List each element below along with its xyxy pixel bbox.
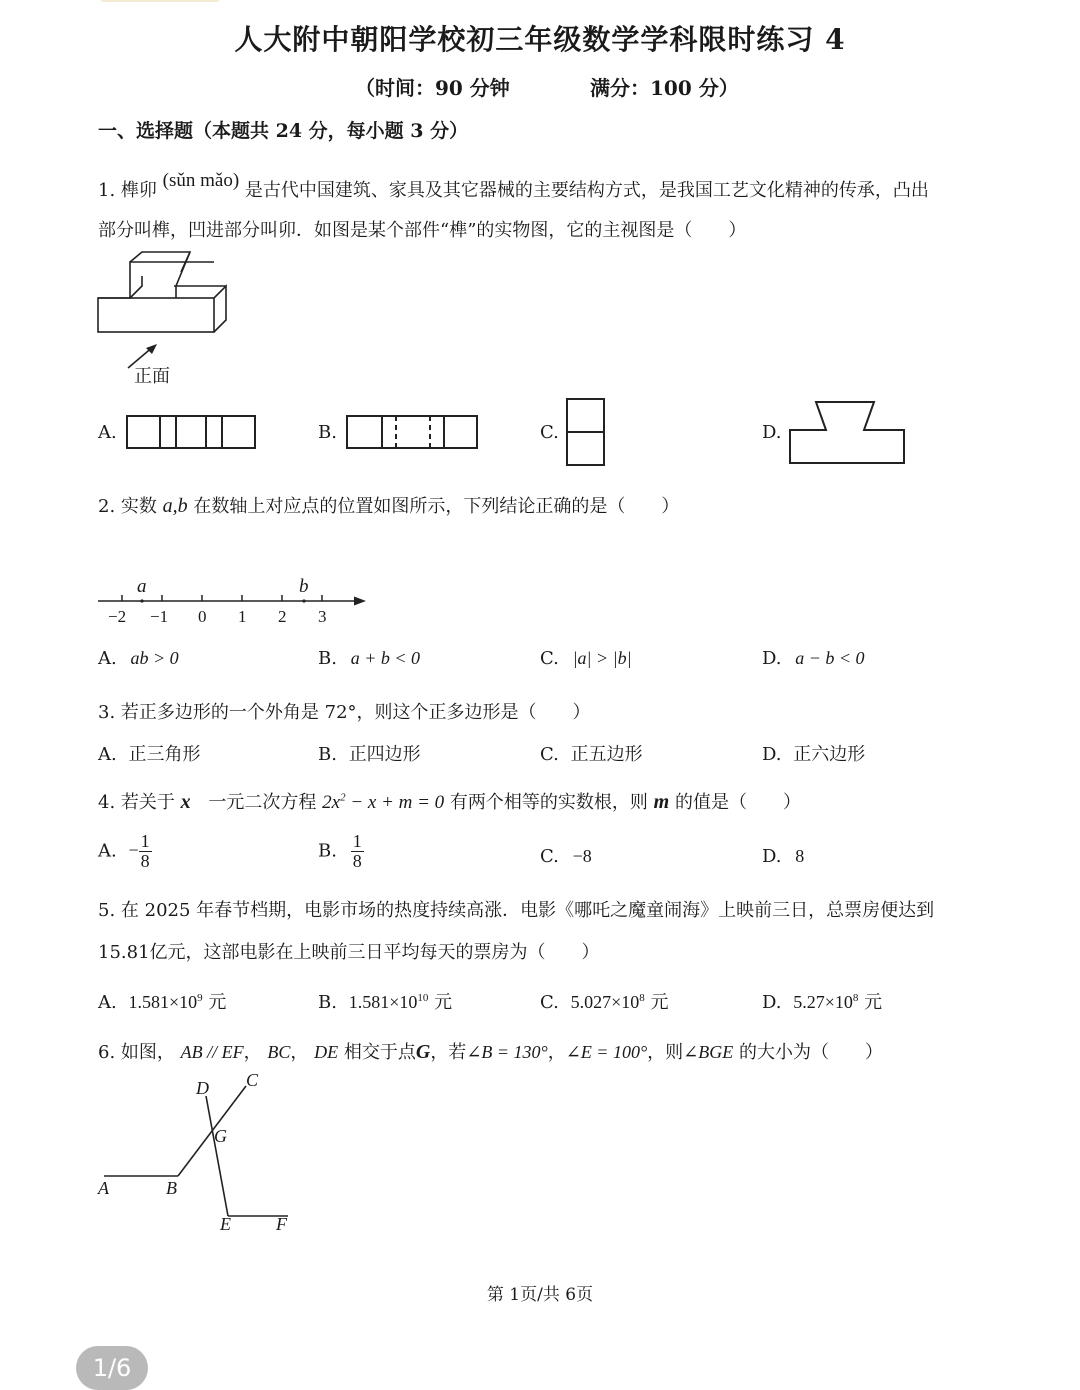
equation-rest: − x + m = 0: [345, 792, 445, 813]
q6-number: 6.: [98, 1042, 116, 1063]
q6-expr-4: ∠B = 130°: [466, 1042, 548, 1062]
q6-expr-6: ∠BGE: [683, 1042, 734, 1062]
denominator: 8: [140, 850, 150, 871]
option-sign: −: [128, 840, 139, 861]
option-unit: 元: [644, 992, 669, 1013]
option-mantissa: 5.27×10: [793, 992, 853, 1012]
q5-option-c: [540, 988, 668, 1014]
point-label-b: B: [166, 1178, 177, 1198]
option-text: 正六边形: [793, 744, 866, 765]
tick-label: −2: [108, 607, 127, 626]
q1-word: 榫卯: [120, 180, 157, 201]
option-text: 正五边形: [570, 744, 643, 765]
option-label: B.: [318, 648, 337, 669]
q6-text-a: 如图，: [120, 1042, 175, 1063]
point-label-e: E: [220, 1214, 231, 1234]
option-label: B.: [318, 992, 337, 1013]
q6-text-b: 相交于点: [343, 1042, 416, 1063]
option-text: 正四边形: [348, 744, 421, 765]
front-label: 正面: [134, 366, 170, 387]
q6-text-c: ，若: [430, 1042, 467, 1063]
tick-label: 3: [318, 607, 327, 626]
option-expr: |a| > |b|: [572, 648, 632, 668]
q4-text-b: 一元二次方程: [208, 792, 317, 813]
q1-option-a-figure: [126, 415, 258, 451]
option-label: C.: [540, 846, 559, 867]
separator: ，: [290, 1042, 309, 1063]
option-label: D.: [762, 744, 782, 765]
tick-label: 1: [238, 607, 247, 626]
q2-number: 2.: [98, 496, 116, 517]
option-label: A.: [98, 992, 117, 1013]
fraction: [351, 832, 364, 871]
option-label: B.: [318, 840, 337, 862]
q2-option-c: [540, 648, 632, 669]
equation-base: 2x: [322, 792, 341, 813]
tick-label: −1: [150, 607, 169, 626]
option-exponent: 9: [197, 992, 203, 1004]
question-3: [98, 698, 591, 724]
q5-option-d: [762, 988, 882, 1014]
question-6: [98, 1038, 883, 1064]
option-label: A.: [98, 744, 117, 765]
q4-text-d: 的值是（ ）: [674, 792, 801, 813]
q1-option-b-label: B.: [318, 422, 337, 443]
option-unit: 元: [858, 992, 883, 1013]
q4-number: 4.: [98, 792, 116, 813]
q2-text-pre: 实数: [120, 496, 157, 517]
page-title: 人大附中朝阳学校初三年级数学学科限时练习 4: [234, 23, 846, 56]
q3-text: 若正多边形的一个外角是 72°，则这个正多边形是（ ）: [120, 702, 591, 723]
q1-option-c-label: C.: [540, 422, 559, 443]
q5-text-1: 在 2025 年春节档期，电影市场的热度持续高涨．电影《哪吒之魔童闹海》上映前三日，总票房便达到: [120, 900, 935, 921]
q1-option-d-figure: [788, 400, 910, 468]
tick-label: 2: [278, 607, 287, 626]
q1-solid-figure: [96, 250, 236, 340]
separator: ，: [547, 1042, 566, 1063]
q1-option-d-label: D.: [762, 422, 782, 443]
page-indicator[interactable]: 1/6: [76, 1346, 148, 1390]
option-mantissa: 5.027×10: [570, 992, 640, 1012]
q6-expr-1: AB // EF: [180, 1042, 244, 1062]
option-label: D.: [762, 648, 782, 669]
option-exponent: 8: [852, 992, 859, 1004]
option-expr: a − b < 0: [795, 648, 865, 668]
option-expr: a + b < 0: [350, 648, 420, 668]
denominator: 8: [352, 850, 362, 871]
q5-option-b: [318, 988, 452, 1014]
q2-text-post: 在数轴上对应点的位置如图所示，下列结论正确的是（ ）: [193, 496, 680, 517]
point-label-c: C: [246, 1070, 259, 1090]
score-label: 满分：100 分）: [590, 76, 739, 100]
top-edge-mark: [100, 0, 220, 2]
q6-expr-5: ∠E = 100°: [565, 1042, 648, 1062]
q2-option-a: [98, 648, 179, 669]
numerator: 1: [352, 831, 362, 851]
tick-label: 0: [198, 607, 207, 626]
time-label: （时间：90 分钟: [355, 76, 510, 100]
point-a-label: a: [137, 576, 147, 597]
point-label-a: A: [98, 1178, 109, 1198]
q1-number: 1.: [98, 180, 116, 201]
q4-option-c: [540, 846, 592, 867]
q5-text-2: 15.81亿元，这部电影在上映前三日平均每天的票房为（ ）: [98, 942, 600, 963]
q1-option-c-figure: [566, 398, 608, 468]
q3-number: 3.: [98, 702, 116, 723]
option-mantissa: 1.581×10: [348, 992, 418, 1012]
option-label: C.: [540, 992, 559, 1013]
option-label: D.: [762, 846, 782, 867]
q2-option-d: [762, 648, 865, 669]
q1-text-2: 部分叫榫，凹进部分叫卯．如图是某个部件“榫”的实物图，它的主视图是（ ）: [98, 220, 747, 241]
option-expr: ab > 0: [130, 648, 179, 668]
page-footer: 第 1页/共 6页: [486, 1285, 594, 1305]
q1-pinyin: (sǔn mǎo): [162, 170, 240, 191]
q5-option-a: [98, 988, 226, 1014]
point-label-g: G: [214, 1126, 227, 1146]
equation-exponent: 2: [340, 791, 346, 804]
option-label: C.: [540, 648, 559, 669]
point-b-label: b: [299, 576, 309, 597]
fraction: [139, 832, 152, 871]
question-2: [98, 492, 679, 518]
option-label: A.: [98, 648, 117, 669]
q4-equation: [322, 792, 444, 813]
option-mantissa: 1.581×10: [128, 992, 198, 1012]
q4-option-a: [98, 832, 152, 871]
option-exponent: 10: [417, 992, 429, 1004]
q1-option-a-label: A.: [98, 422, 117, 443]
question-4: [98, 788, 801, 814]
question-5-line-1: [98, 896, 934, 922]
q6-text-e: 的大小为（ ）: [738, 1042, 883, 1063]
option-text: 8: [795, 846, 805, 866]
q3-option-c: [540, 740, 643, 766]
point-label-f: F: [276, 1214, 287, 1234]
q1-text-1: 是古代中国建筑、家具及其它器械的主要结构方式，是我国工艺文化精神的传承，凸出: [244, 180, 929, 201]
option-exponent: 8: [639, 992, 645, 1004]
q6-expr-3: DE: [314, 1042, 339, 1062]
q3-option-a: [98, 740, 200, 766]
option-label: A.: [98, 840, 117, 862]
q6-expr-2: BC: [267, 1042, 291, 1062]
q4-option-b: [318, 832, 364, 871]
q2-option-b: [318, 648, 420, 669]
q4-text-a: 若关于: [120, 792, 175, 813]
point-label-d: D: [196, 1078, 209, 1098]
q4-var-x: x: [180, 791, 191, 813]
q2-vars: a,b: [162, 495, 188, 517]
q6-text-d: ，则: [647, 1042, 684, 1063]
numerator: 1: [140, 831, 150, 851]
option-text: 正三角形: [128, 744, 201, 765]
option-label: D.: [762, 992, 782, 1013]
q3-option-b: [318, 740, 421, 766]
q1-option-b-figure: [346, 415, 482, 451]
option-unit: 元: [428, 992, 453, 1013]
q4-var-m: m: [653, 791, 670, 813]
section-heading: 一、选择题（本题共 24 分，每小题 3 分）: [98, 120, 469, 142]
option-text: −8: [572, 846, 592, 866]
question-1-line-1: [98, 170, 929, 202]
option-label: B.: [318, 744, 337, 765]
separator: ，: [243, 1042, 262, 1063]
q3-option-d: [762, 740, 865, 766]
option-unit: 元: [202, 992, 227, 1013]
q4-text-c: 有两个相等的实数根，则: [449, 792, 648, 813]
q5-number: 5.: [98, 900, 116, 921]
option-label: C.: [540, 744, 559, 765]
q4-option-d: [762, 846, 804, 867]
q6-var-g: G: [415, 1041, 431, 1063]
